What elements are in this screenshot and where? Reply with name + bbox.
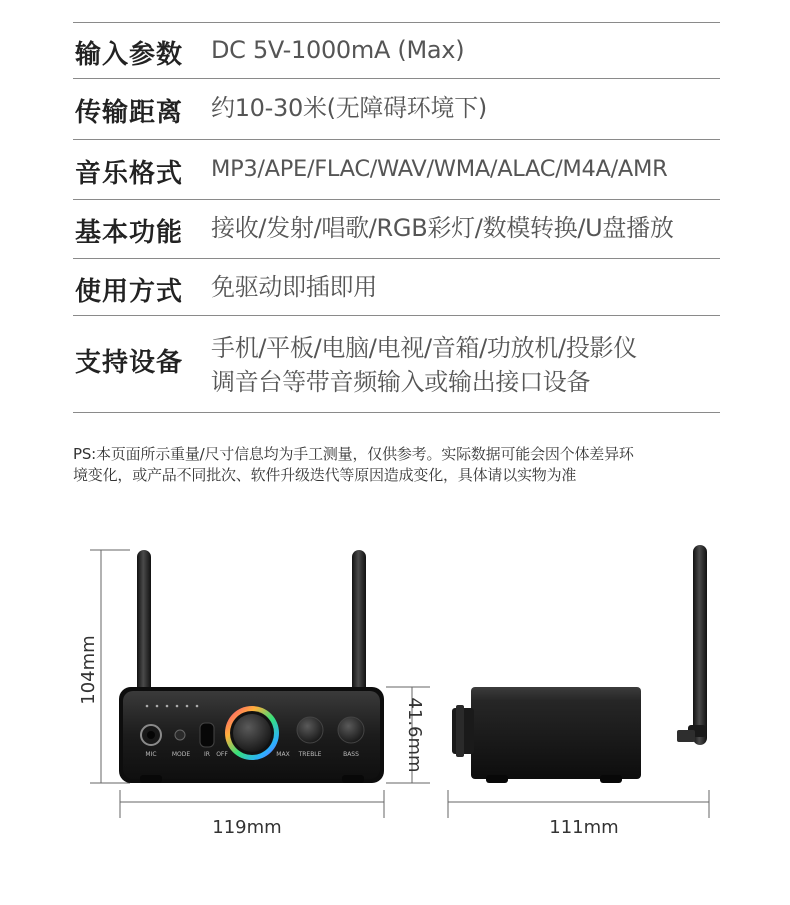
label-mode: MODE [171,751,191,758]
width-front-label: 119mm [212,817,282,838]
spec-value: 手机/平板/电脑/电视/音箱/功放机/投影仪 调音台等带音频输入或输出接口设备 [211,334,637,396]
spec-label: 支持设备 [75,348,184,378]
spec-label: 输入参数 [75,40,184,70]
spec-value: MP3/APE/FLAC/WAV/WMA/ALAC/M4A/AMR [211,156,668,182]
height-body-label: 41.6mm [404,697,425,773]
spec-label: 音乐格式 [75,159,184,189]
disclaimer-line-1: PS:本页面所示重量/尺寸信息均为手工测量，仅供参考。实际数据可能会因个体差异环 [73,445,634,463]
spec-value: 免驱动即插即用 [211,273,377,301]
depth-side-label: 111mm [549,817,619,838]
label-off: OFF [216,751,228,758]
label-mic: MIC [145,751,157,758]
spec-row-input-params [73,22,720,79]
device-front-view [119,550,384,783]
side-depth-dimension [448,790,709,838]
spec-row-distance [73,79,720,140]
disclaimer-line-2: 境变化，或产品不同批次、软件升级迭代等原因造成变化，具体请以实物为准 [73,466,577,484]
label-treble: TREBLE [298,751,322,758]
spec-label: 基本功能 [75,218,184,248]
label-max: MAX [276,751,290,758]
spec-row-input [73,0,720,23]
spec-value: DC 5V-1000mA (Max) [211,36,465,64]
body-height-dimension [386,687,430,783]
label-bass: BASS [343,751,359,758]
spec-label: 使用方式 [75,277,184,307]
spec-value: 约10-30米(无障碍环境下) [211,94,487,122]
front-width-dimension [120,790,384,838]
spec-value: 接收/发射/唱歌/RGB彩灯/数模转换/U盘播放 [211,214,674,242]
spec-row-formats [73,140,720,200]
spec-row-usage [73,259,720,316]
spec-row-devices [73,316,720,413]
spec-label: 传输距离 [75,98,184,128]
disclaimer-note [73,444,723,486]
spec-row-functions [73,200,720,259]
dimension-diagram [0,530,790,860]
device-side-view [452,545,707,783]
label-ir: IR [204,751,210,758]
height-total-label: 104mm [78,635,99,705]
